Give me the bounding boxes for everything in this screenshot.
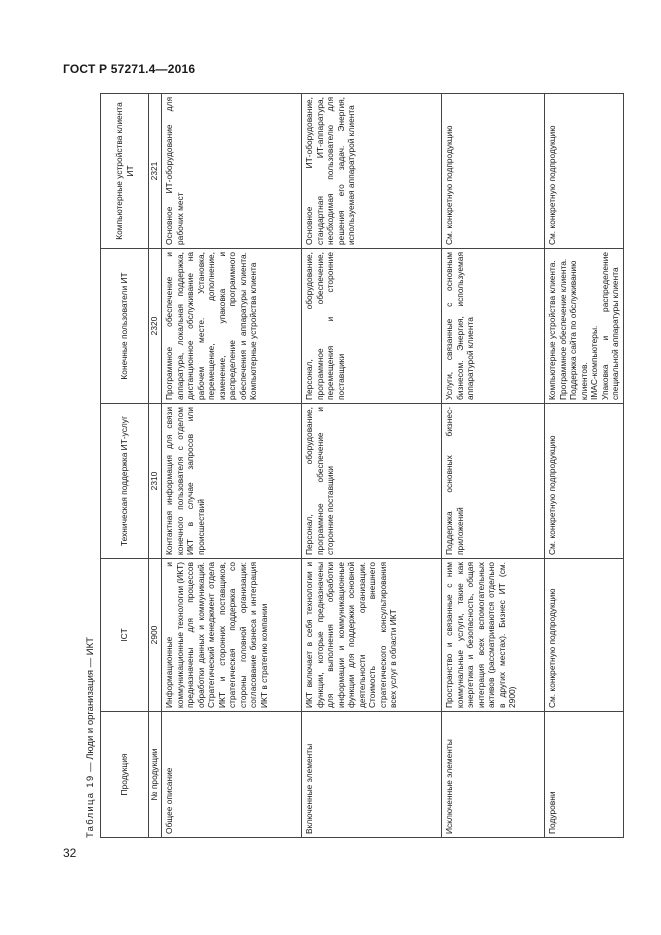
cell-included-tech-support: Персонал, оборудование, программное обеспечение и сторонние поставщики (302, 404, 442, 559)
sublevel-line: Компьютерные устройства клиента. (547, 260, 557, 400)
sublevel-line: Поддержка сайта по обслуживанию клиентов. (568, 260, 589, 400)
rotated-table-block (82, 94, 620, 838)
page-number: 32 (63, 846, 77, 860)
header-product: Продукция (101, 712, 149, 838)
sublevel-line: Программное обеспечение клиента. (557, 258, 568, 400)
cell-sublevels-end-users (545, 249, 624, 404)
cell-excluded-end-users: Услуги, связанные с основным бизнесом. Энергия, используемая аппаратурой клиента (442, 249, 545, 404)
cell-general-ict: Информационные и коммуникационные технологии (ИКТ) предназначены для процессов обработки данных и коммуникаций. Стратегический менеджмент отдела ИКТ и сторонних поставщиков, стратегическая поддержка со стороны головной организации: согласование бизнеса и интеграция ИКТ в стратегию компании (162, 559, 302, 712)
document-header: ГОСТ Р 57271.4—2016 (63, 62, 196, 76)
table-caption-label: Таблица 19 (85, 774, 96, 838)
code-ict: 2900 (149, 559, 162, 712)
sublevel-line: Упаковка и распределение специальной аппаратуры клиента (599, 252, 620, 400)
header-product-number: № продукции (149, 712, 162, 838)
table-people-organization-ict (100, 93, 624, 838)
cell-sublevels-client-devices: См. конкретную подпродукцию (545, 94, 624, 249)
cell-sublevels-ict: См. конкретную подпродукцию (545, 559, 624, 712)
cell-general-end-users: Программное обеспечение и аппаратура, локальная поддержка, дистанционное обслуживание на рабочем месте. Установка, перемещение, дополнение, изменение, упаковка и распределение программного обеспечения и аппаратуры клиента. Компьютерные устройства клиента (162, 249, 302, 404)
table-row (442, 94, 545, 838)
table-caption-title: — Люди и организация — ИКТ (85, 637, 96, 775)
row-label-excluded: Исключенные элементы (442, 712, 545, 838)
cell-sublevels-tech-support: См. конкретную подпродукцию (545, 404, 624, 559)
header-col-end-users: Конечные пользователи ИТ (101, 249, 149, 404)
cell-included-end-users: Персонал, оборудование, программное обеспечение, перемещения и сторонние поставщики (302, 249, 442, 404)
row-label-included: Включенные элементы (302, 712, 442, 838)
row-label-sublevels: Подуровни (545, 712, 624, 838)
cell-excluded-tech-support: Поддержка основных бизнес-приложений (442, 404, 545, 559)
code-tech-support: 2310 (149, 404, 162, 559)
row-label-general: Общее описание (162, 712, 302, 838)
header-col-tech-support: Техническая поддержка ИТ-услуг (101, 404, 149, 559)
table-row (162, 94, 302, 838)
cell-included-ict: ИКТ включает в себя технологии и функции, которые предназначены для выполнения обработки информации и коммуникационные функции для поддержки основной деятельности организации. Стоимость внешнего стратегического консультирования всех услуг в области ИКТ (302, 559, 442, 712)
table-caption (82, 637, 100, 838)
header-col-client-devices: Компьютерные устройства клиента ИТ (101, 94, 149, 249)
header-col-ict: ICT (101, 559, 149, 712)
table-row (545, 94, 624, 838)
cell-general-tech-support: Контактная информация для связи конечного пользователя с отделом ИКТ в случае запросов или происшествий (162, 404, 302, 559)
cell-excluded-client-devices: См. конкретную подпродукцию (442, 94, 545, 249)
sublevel-line: IMAC-компьютеры. (589, 325, 599, 400)
cell-general-client-devices: Основное ИТ-оборудование для рабочих мест (162, 94, 302, 249)
cell-excluded-ict: Пространство и связанные с ним коммунальные услуги, такие как энергетика и безопасность, общая интеграция всех вспомогательных активов (рассматриваются отдельно в других местах). Бизнес ИТ (см. 2900) (442, 559, 545, 712)
code-end-users: 2320 (149, 249, 162, 404)
table-row (302, 94, 442, 838)
code-client-devices: 2321 (149, 94, 162, 249)
cell-included-client-devices: Основное ИТ-оборудование, стандартная ИТ-аппаратура, необходимая пользователю для решения его задач. Энергия, используемая аппаратурой клиента (302, 94, 442, 249)
